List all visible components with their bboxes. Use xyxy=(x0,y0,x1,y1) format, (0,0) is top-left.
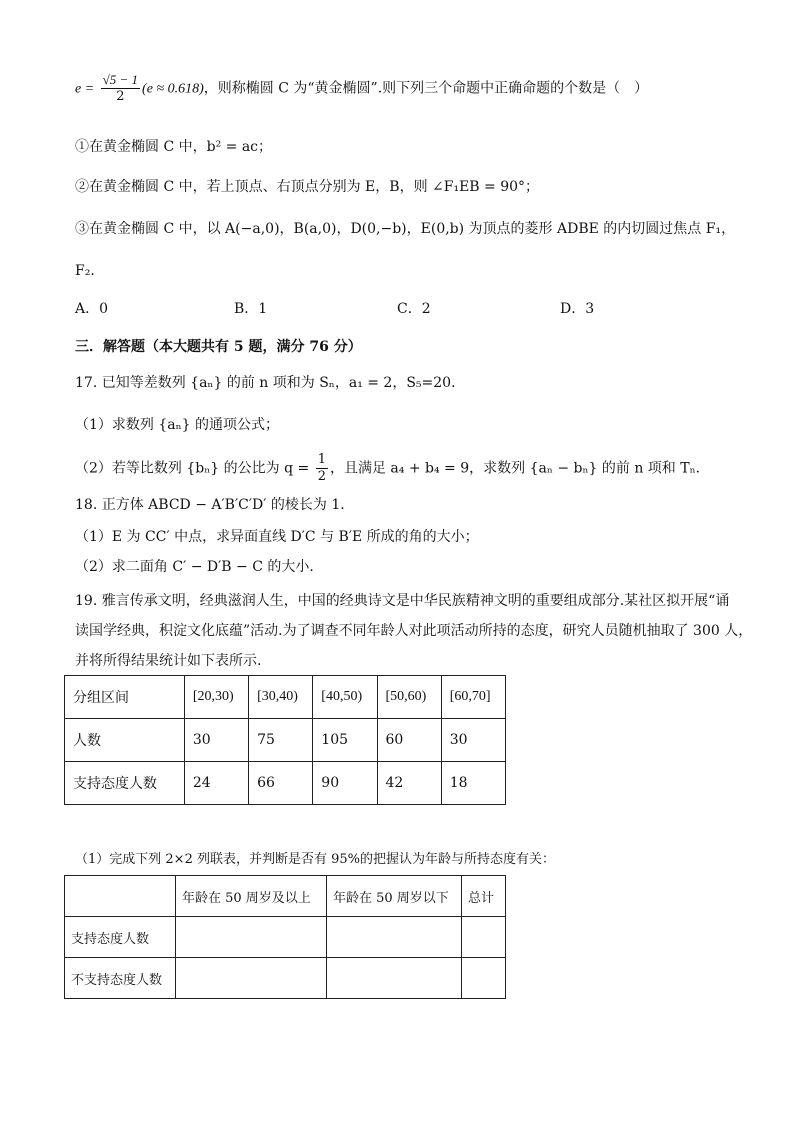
table-row-label: 不支持态度人数 xyxy=(65,958,176,999)
q16-item-3-cont: F₂． xyxy=(75,263,105,279)
table-row xyxy=(65,676,506,719)
table-cell: 42 xyxy=(377,762,441,805)
table-column-header: 年龄在 50 周岁及以上 xyxy=(176,876,327,917)
choice-d: D．3 xyxy=(560,301,595,317)
q16-item-2: ②在黄金椭圆 C 中，若上顶点、右顶点分别为 E，B，则 ∠F₁EB = 90°； xyxy=(75,179,540,195)
age-distribution-table xyxy=(64,675,506,805)
q16-item-3: ③在黄金椭圆 C 中，以 A(−a,0)，B(a,0)，D(0,−b)，E(0,b) 为顶点的菱形 ADBE 的内切圆过焦点 F₁， xyxy=(75,221,736,237)
section-heading: 三．解答题（本大题共有 5 题，满分 76 分） xyxy=(75,339,362,355)
table-interval: [60,70] xyxy=(441,676,505,719)
table-interval: [40,50) xyxy=(313,676,377,719)
table-cell-empty xyxy=(65,876,176,917)
ratio-numerator: 1 xyxy=(317,452,326,467)
q19-line-2: 读国学经典，积淀文化底蕴”活动.为了调查不同年龄人对此项活动所持的态度，研究人员随机抽取了 300 人， xyxy=(75,623,753,639)
table-column-header: 总计 xyxy=(462,876,506,917)
table-cell-empty[interactable] xyxy=(462,917,506,958)
fraction-denominator: 2 xyxy=(116,89,125,104)
table-row xyxy=(65,719,506,762)
table-column-header: 年龄在 50 周岁以下 xyxy=(327,876,462,917)
q19-line-3: 并将所得结果统计如下表所示. xyxy=(75,653,262,669)
table-cell: 30 xyxy=(441,719,505,762)
table-cell: 90 xyxy=(313,762,377,805)
table-row xyxy=(65,876,506,917)
table-row-label: 人数 xyxy=(65,719,185,762)
table-cell-empty[interactable] xyxy=(327,917,462,958)
table-header-label: 分组区间 xyxy=(65,676,185,719)
table-interval: [50,60) xyxy=(377,676,441,719)
choice-c: C．2 xyxy=(397,301,431,317)
q18-part-1: （1）E 为 CC′ 中点，求异面直线 D′C 与 B′E 所成的角的大小； xyxy=(75,529,479,545)
table-interval: [20,30) xyxy=(184,676,248,719)
table-cell-empty[interactable] xyxy=(176,917,327,958)
fraction-numerator: √5 − 1 xyxy=(102,72,139,87)
choice-b: B．1 xyxy=(234,301,268,317)
contingency-table xyxy=(64,875,506,999)
eccentricity-lhs: e = xyxy=(75,81,95,97)
table-cell: 75 xyxy=(249,719,313,762)
q18-stem: 18. 正方体 ABCD − A′B′C′D′ 的棱长为 1. xyxy=(75,497,345,513)
table-row-label: 支持态度人数 xyxy=(65,917,176,958)
table-cell: 60 xyxy=(377,719,441,762)
q17-part-1: （1）求数列 {aₙ} 的通项公式； xyxy=(75,417,280,433)
ratio-fraction xyxy=(316,452,328,485)
q16-stem-text: ，则称椭圆 C 为“黄金椭圆”.则下列三个命题中正确命题的个数是（ ） xyxy=(203,80,649,97)
table-row xyxy=(65,917,506,958)
table-cell-empty[interactable] xyxy=(176,958,327,999)
table-interval: [30,40) xyxy=(249,676,313,719)
q17-part-2-tail: ，且满足 a₄ + b₄ = 9，求数列 {aₙ − bₙ} 的前 n 项和 Tₙ． xyxy=(329,460,710,477)
table-cell: 105 xyxy=(313,719,377,762)
q16-item-1: ①在黄金椭圆 C 中，b² = ac； xyxy=(75,139,273,155)
ratio-denominator: 2 xyxy=(317,469,326,484)
table-cell: 66 xyxy=(249,762,313,805)
q17-stem: 17. 已知等差数列 {aₙ} 的前 n 项和为 Sₙ，a₁ = 2，S₅=20． xyxy=(75,375,466,391)
q17-part-2-lead: （2）若等比数列 {bₙ} 的公比为 q = xyxy=(75,460,310,477)
table-cell: 18 xyxy=(441,762,505,805)
table-cell-empty[interactable] xyxy=(462,958,506,999)
table-cell: 24 xyxy=(184,762,248,805)
q16-stem xyxy=(75,72,648,105)
q19-line-1: 19. 雅言传承文明，经典滋润人生，中国的经典诗文是中华民族精神文明的重要组成部分.某社区拟开展“诵 xyxy=(75,593,730,609)
eccentricity-fraction xyxy=(101,72,140,105)
table-cell: 30 xyxy=(184,719,248,762)
choice-a: A．0 xyxy=(75,301,109,317)
eccentricity-approx: (e ≈ 0.618) xyxy=(142,81,204,97)
table-cell-empty[interactable] xyxy=(327,958,462,999)
table-row xyxy=(65,958,506,999)
table-row xyxy=(65,762,506,805)
table-row-label: 支持态度人数 xyxy=(65,762,185,805)
q17-part-2 xyxy=(75,452,710,485)
q19-part-1: （1）完成下列 2×2 列联表，并判断是否有 95%的把握认为年龄与所持态度有关： xyxy=(75,852,555,867)
q18-part-2: （2）求二面角 C′ − D′B − C 的大小. xyxy=(75,559,314,575)
